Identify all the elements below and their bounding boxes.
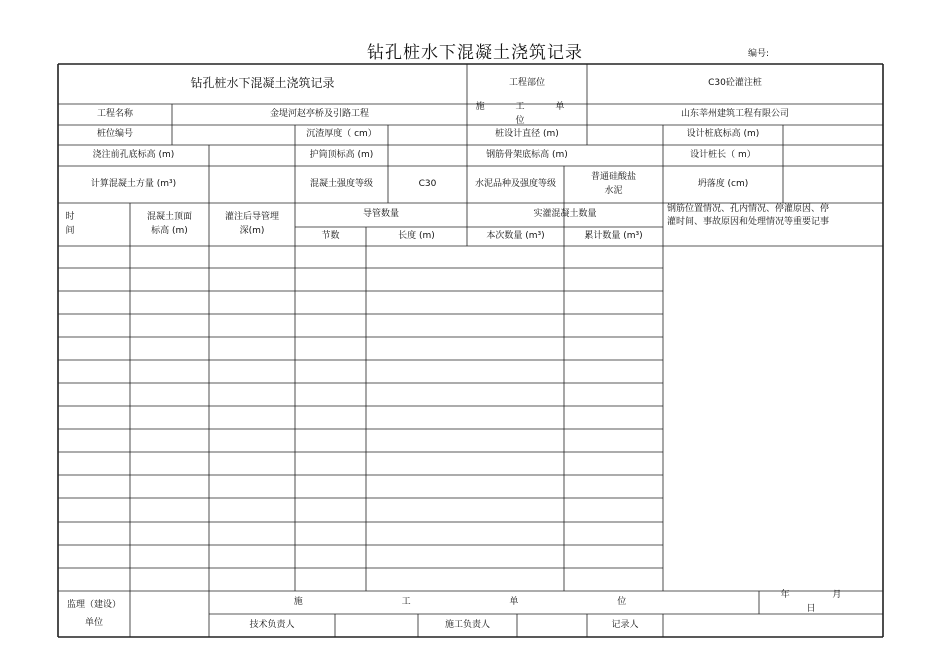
project-part-value: C30砼灌注桩 <box>708 78 762 89</box>
contractor-value: 山东莘州建筑工程有限公司 <box>680 108 789 119</box>
document-title: 钻孔桩水下混凝土浇筑记录 <box>367 43 583 63</box>
construction-unit-label: 施 工 单 位 <box>293 596 675 607</box>
design-pile-length-label: 设计桩长（ m） <box>690 149 756 160</box>
casing-top-elevation-label: 护筒顶标高 (m) <box>309 149 374 160</box>
concrete-top-header-line2: 标高 (m) <box>151 225 188 236</box>
slump-label: 坍落度 (cm) <box>697 178 749 189</box>
cement-type-label: 水泥品种及强度等级 <box>474 178 556 189</box>
project-part-label: 工程部位 <box>508 78 545 89</box>
calc-concrete-volume-label: 计算混凝土方量 (m³) <box>90 178 177 189</box>
actual-volume-column-header: 实灌混凝土数量 <box>533 209 597 220</box>
sediment-thickness-label: 沉渣厚度（ cm） <box>306 129 377 140</box>
sections-column-header: 节数 <box>321 230 340 241</box>
design-diameter-label: 桩设计直径 (m) <box>495 129 559 140</box>
record-title: 钻孔桩水下混凝土浇筑记录 <box>190 76 335 91</box>
length-column-header: 长度 (m) <box>398 230 435 241</box>
supervision-unit-line1: 监理（建设） <box>66 600 121 610</box>
total-volume-column-header: 累计数量 (m³) <box>584 230 643 241</box>
concrete-top-column-header <box>130 203 209 246</box>
design-bottom-elevation-label: 设计桩底标高 (m) <box>686 129 760 140</box>
remarks-column-header <box>663 203 883 246</box>
date-label: 年 月 日 <box>780 590 862 614</box>
cage-bottom-elevation-label: 钢筋骨架底标高 (m) <box>486 149 568 160</box>
construction-lead-label: 施工负责人 <box>444 619 490 630</box>
remarks-header-line1: 钢筋位置情况、孔内情况、停灌原因、停 <box>667 204 830 214</box>
remarks-header-line2: 灌时间、事故原因和处理情况等重要记事 <box>667 217 830 228</box>
concrete-grade-label: 混凝土强度等级 <box>309 178 373 189</box>
pipe-count-column-header: 导管数量 <box>362 209 399 220</box>
this-volume-column-header: 本次数量 (m³) <box>486 230 545 241</box>
pipe-depth-column-header <box>209 203 295 246</box>
cement-type-value-line2: 水泥 <box>604 185 623 196</box>
supervision-unit-line2: 单位 <box>84 618 103 628</box>
pipe-depth-header-line1: 灌注后导管埋 <box>224 212 279 223</box>
hole-bottom-elevation-label: 浇注前孔底标高 (m) <box>92 149 175 160</box>
contractor-label: 施 工 单 位 <box>475 102 579 126</box>
project-name-value: 金堤河赵亭桥及引路工程 <box>269 108 369 119</box>
serial-number-label: 编号: <box>748 49 770 59</box>
cement-type-value-line1: 普通硅酸盐 <box>590 172 636 183</box>
cement-type-value <box>564 166 663 203</box>
pipe-depth-header-line2: 深(m) <box>239 225 265 236</box>
time-column-header: 时 间 <box>65 212 123 236</box>
tech-lead-label: 技术负责人 <box>249 619 295 630</box>
pile-number-label: 桩位编号 <box>96 129 133 140</box>
concrete-top-header-line1: 混凝土顶面 <box>146 212 192 223</box>
project-name-label: 工程名称 <box>96 108 133 119</box>
concrete-grade-value: C30 <box>418 178 437 189</box>
supervision-unit-label <box>58 591 130 637</box>
recorder-label: 记录人 <box>611 619 639 630</box>
